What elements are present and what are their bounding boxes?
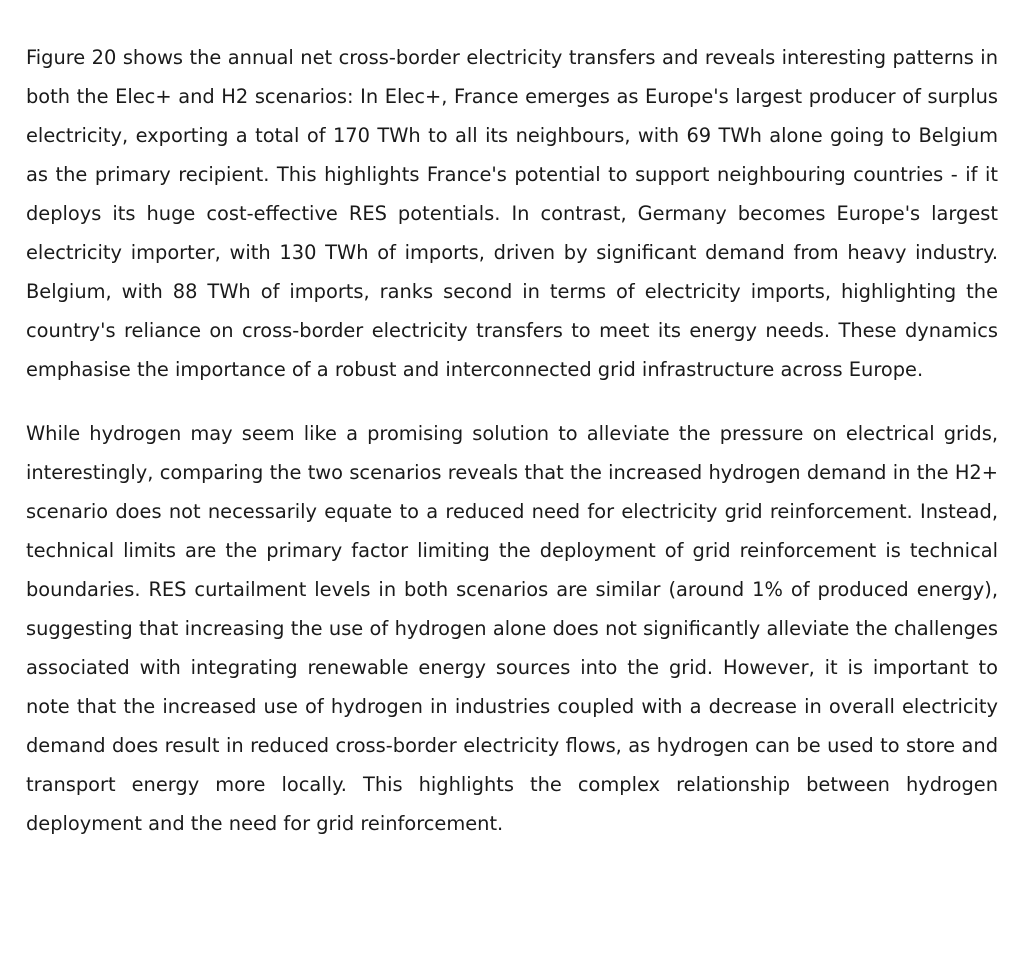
paragraph-hydrogen-grid: While hydrogen may seem like a promising solution to alleviate the pressure on electrical grids, interestingly, comparing the two scenarios reveals that the increased hydrogen demand in the H2+ scenario does not necessarily equate to a reduced need for electricity grid reinforcement. Instead, technical limits are the primary factor limiting the deployment of grid reinforcement is technical boundaries. RES curtailment levels in both scenarios are similar (around 1% of produced energy), suggesting that increasing the use of hydrogen alone does not significantly alleviate the challenges associated with integrating renewable energy sources into the grid. However, it is important to note that the increased use of hydrogen in industries coupled with a decrease in overall electricity demand does result in reduced cross-border electricity flows, as hydrogen can be used to store and transport energy more locally. This highlights the complex relationship between hydrogen deployment and the need for grid reinforcement. <box>26 422 998 835</box>
paragraph-cross-border-transfers: Figure 20 shows the annual net cross-border electricity transfers and reveals interesting patterns in both the Elec+ and H2 scenarios: In Elec+, France emerges as Europe's largest producer of surplus electricity, exporting a total of 170 TWh to all its neighbours, with 69 TWh alone going to Belgium as the primary recipient. This highlights France's potential to support neighbouring countries - if it deploys its huge cost-effective RES potentials. In contrast, Germany becomes Europe's largest electricity importer, with 130 TWh of imports, driven by significant demand from heavy industry. Belgium, with 88 TWh of imports, ranks second in terms of electricity imports, highlighting the country's reliance on cross-border electricity transfers to meet its energy needs. These dynamics emphasise the importance of a robust and interconnected grid infrastructure across Europe. <box>26 46 998 381</box>
document-page <box>26 38 998 843</box>
